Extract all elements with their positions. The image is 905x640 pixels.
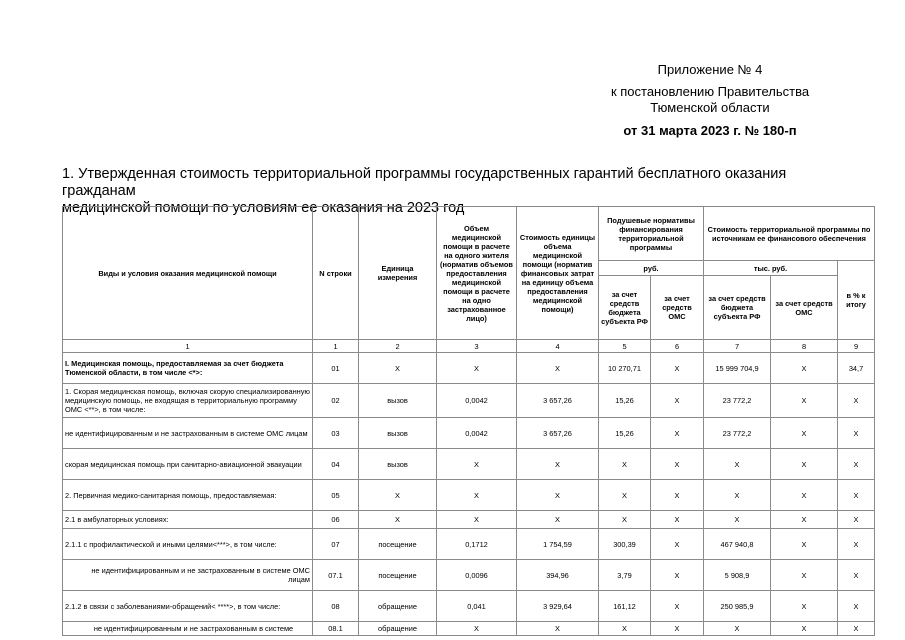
row-no: 02 bbox=[313, 384, 359, 418]
header-cost: Стоимость единицы объема медицинской помощи (норматив финансовых затрат на единицу объема предоставления медицинской помощи) bbox=[517, 207, 599, 340]
row-program-oms: X bbox=[771, 560, 838, 591]
row-pct: X bbox=[838, 449, 875, 480]
appendix-date: от 31 марта 2023 г. № 180-п bbox=[623, 123, 797, 138]
col-number: 2 bbox=[359, 340, 437, 353]
row-name: 2. Первичная медико-санитарная помощь, предоставляемая: bbox=[63, 480, 313, 511]
table-row bbox=[63, 384, 875, 418]
table-row bbox=[63, 591, 875, 622]
appendix-region: Тюменской области bbox=[650, 100, 770, 115]
row-name: не идентифицированным и не застрахованным в системе bbox=[63, 622, 313, 636]
row-unit: X bbox=[359, 511, 437, 529]
col-number: 8 bbox=[771, 340, 838, 353]
row-per-capita-oms: X bbox=[651, 384, 704, 418]
row-program-budget: 250 985,9 bbox=[704, 591, 771, 622]
table-row bbox=[63, 529, 875, 560]
row-program-budget: 23 772,2 bbox=[704, 384, 771, 418]
header-unit: Единица измерения bbox=[359, 207, 437, 340]
row-program-oms: X bbox=[771, 449, 838, 480]
col-number: 3 bbox=[437, 340, 517, 353]
table-row bbox=[63, 560, 875, 591]
header-per-capita: Подушевые нормативы финансирования территориальной программы bbox=[599, 207, 704, 261]
row-per-capita-oms: X bbox=[651, 480, 704, 511]
table-row bbox=[63, 622, 875, 636]
row-program-oms: X bbox=[771, 622, 838, 636]
row-volume: X bbox=[437, 622, 517, 636]
row-no: 05 bbox=[313, 480, 359, 511]
row-per-capita-budget: X bbox=[599, 480, 651, 511]
row-volume: 0,0042 bbox=[437, 384, 517, 418]
table-row bbox=[63, 511, 875, 529]
col-number: 9 bbox=[838, 340, 875, 353]
row-pct: X bbox=[838, 591, 875, 622]
row-per-capita-oms: X bbox=[651, 560, 704, 591]
col-number: 7 bbox=[704, 340, 771, 353]
row-name: 2.1.1 с профилактической и иными целями<***>, в том числе: bbox=[63, 529, 313, 560]
row-per-capita-budget: X bbox=[599, 622, 651, 636]
row-program-oms: X bbox=[771, 480, 838, 511]
row-per-capita-budget: 161,12 bbox=[599, 591, 651, 622]
header-row-no: N строки bbox=[313, 207, 359, 340]
row-volume: X bbox=[437, 480, 517, 511]
row-per-capita-budget: 15,26 bbox=[599, 418, 651, 449]
row-per-capita-budget: X bbox=[599, 511, 651, 529]
row-unit: X bbox=[359, 353, 437, 384]
row-per-capita-oms: X bbox=[651, 353, 704, 384]
appendix-resolution: к постановлению Правительства bbox=[610, 84, 810, 99]
header-pct: в % к итогу bbox=[838, 261, 875, 340]
row-pct: X bbox=[838, 418, 875, 449]
col-number: 4 bbox=[517, 340, 599, 353]
table-row bbox=[63, 480, 875, 511]
row-volume: 0,0042 bbox=[437, 418, 517, 449]
row-name: 2.1 в амбулаторных условиях: bbox=[63, 511, 313, 529]
header-src-budget-2: за счет средств бюджета субъекта РФ bbox=[704, 276, 771, 340]
row-program-oms: X bbox=[771, 511, 838, 529]
row-program-oms: X bbox=[771, 384, 838, 418]
row-unit: посещение bbox=[359, 529, 437, 560]
row-cost: 3 657,26 bbox=[517, 384, 599, 418]
row-per-capita-budget: X bbox=[599, 449, 651, 480]
table-row bbox=[63, 418, 875, 449]
row-per-capita-oms: X bbox=[651, 529, 704, 560]
header-src-budget: за счет средств бюджета субъекта РФ bbox=[599, 276, 651, 340]
row-no: 06 bbox=[313, 511, 359, 529]
row-cost: 3 657,26 bbox=[517, 418, 599, 449]
row-program-budget: 15 999 704,9 bbox=[704, 353, 771, 384]
row-volume: X bbox=[437, 511, 517, 529]
row-no: 07 bbox=[313, 529, 359, 560]
column-numbers-row bbox=[63, 340, 875, 353]
row-unit: обращение bbox=[359, 622, 437, 636]
row-pct: X bbox=[838, 480, 875, 511]
header-program-cost: Стоимость территориальной программы по источникам ее финансового обеспечения bbox=[704, 207, 875, 261]
row-no: 08 bbox=[313, 591, 359, 622]
row-pct: 34,7 bbox=[838, 353, 875, 384]
row-unit: обращение bbox=[359, 591, 437, 622]
title-line-1: 1. Утвержденная стоимость территориальной программы государственных гарантий бесплатного оказания гражданам bbox=[62, 166, 787, 199]
header-volume: Объем медицинской помощи в расчете на одного жителя (норматив объемов предоставления медицинской помощи в расчете на одно застрахованное лицо) bbox=[437, 207, 517, 340]
row-no: 07.1 bbox=[313, 560, 359, 591]
row-per-capita-budget: 3,79 bbox=[599, 560, 651, 591]
row-program-budget: X bbox=[704, 449, 771, 480]
table-row bbox=[63, 353, 875, 384]
header-src-oms: за счет средств ОМС bbox=[651, 276, 704, 340]
row-name: скорая медицинская помощь при санитарно-авиационной эвакуации bbox=[63, 449, 313, 480]
row-no: 04 bbox=[313, 449, 359, 480]
row-cost: X bbox=[517, 353, 599, 384]
row-volume: 0,1712 bbox=[437, 529, 517, 560]
header-kinds: Виды и условия оказания медицинской помощи bbox=[63, 207, 313, 340]
row-no: 03 bbox=[313, 418, 359, 449]
row-program-budget: X bbox=[704, 511, 771, 529]
row-per-capita-oms: X bbox=[651, 449, 704, 480]
row-per-capita-budget: 15,26 bbox=[599, 384, 651, 418]
row-volume: 0,041 bbox=[437, 591, 517, 622]
row-cost: X bbox=[517, 449, 599, 480]
col-number: 1 bbox=[63, 340, 313, 353]
row-cost: X bbox=[517, 511, 599, 529]
row-unit: вызов bbox=[359, 418, 437, 449]
row-volume: X bbox=[437, 353, 517, 384]
table-row bbox=[63, 449, 875, 480]
row-pct: X bbox=[838, 384, 875, 418]
row-program-oms: X bbox=[771, 353, 838, 384]
title-line-2: медицинской помощи по условиям ее оказания на 2023 год bbox=[62, 200, 465, 216]
row-pct: X bbox=[838, 511, 875, 529]
row-pct: X bbox=[838, 622, 875, 636]
row-cost: 3 929,64 bbox=[517, 591, 599, 622]
row-name: не идентифицированным и не застрахованным в системе ОМС лицам bbox=[63, 418, 313, 449]
header-src-oms-2: за счет средств ОМС bbox=[771, 276, 838, 340]
row-pct: X bbox=[838, 529, 875, 560]
row-cost: X bbox=[517, 622, 599, 636]
row-unit: вызов bbox=[359, 384, 437, 418]
row-program-oms: X bbox=[771, 591, 838, 622]
row-name: 2.1.2 в связи с заболеваниями-обращений< ****>, в том числе: bbox=[63, 591, 313, 622]
row-program-budget: X bbox=[704, 622, 771, 636]
row-per-capita-budget: 10 270,71 bbox=[599, 353, 651, 384]
row-cost: 1 754,59 bbox=[517, 529, 599, 560]
row-unit: вызов bbox=[359, 449, 437, 480]
row-no: 01 bbox=[313, 353, 359, 384]
row-program-budget: X bbox=[704, 480, 771, 511]
appendix-number: Приложение № 4 bbox=[657, 62, 763, 77]
row-program-budget: 5 908,9 bbox=[704, 560, 771, 591]
row-unit: посещение bbox=[359, 560, 437, 591]
row-program-budget: 23 772,2 bbox=[704, 418, 771, 449]
col-number: 1 bbox=[313, 340, 359, 353]
row-name: не идентифицированным и не застрахованным в системе ОМС лицам bbox=[63, 560, 313, 591]
header-thous-rub: тыс. руб. bbox=[704, 261, 838, 276]
row-per-capita-oms: X bbox=[651, 418, 704, 449]
col-number: 5 bbox=[599, 340, 651, 353]
row-cost: 394,96 bbox=[517, 560, 599, 591]
row-program-budget: 467 940,8 bbox=[704, 529, 771, 560]
row-volume: X bbox=[437, 449, 517, 480]
row-per-capita-oms: X bbox=[651, 591, 704, 622]
row-program-oms: X bbox=[771, 418, 838, 449]
row-pct: X bbox=[838, 560, 875, 591]
row-name: 1. Скорая медицинская помощь, включая скорую специализированную медицинскую помощь, не входящая в территориальную программу ОМС <**>, в том числе: bbox=[63, 384, 313, 418]
row-cost: X bbox=[517, 480, 599, 511]
row-volume: 0,0096 bbox=[437, 560, 517, 591]
row-per-capita-oms: X bbox=[651, 622, 704, 636]
row-no: 08.1 bbox=[313, 622, 359, 636]
header-rub: руб. bbox=[599, 261, 704, 276]
row-per-capita-oms: X bbox=[651, 511, 704, 529]
row-per-capita-budget: 300,39 bbox=[599, 529, 651, 560]
row-unit: X bbox=[359, 480, 437, 511]
row-program-oms: X bbox=[771, 529, 838, 560]
cost-table bbox=[62, 206, 875, 636]
col-number: 6 bbox=[651, 340, 704, 353]
row-name: I. Медицинская помощь, предоставляемая за счет бюджета Тюменской области, в том числе <*>: bbox=[63, 353, 313, 384]
